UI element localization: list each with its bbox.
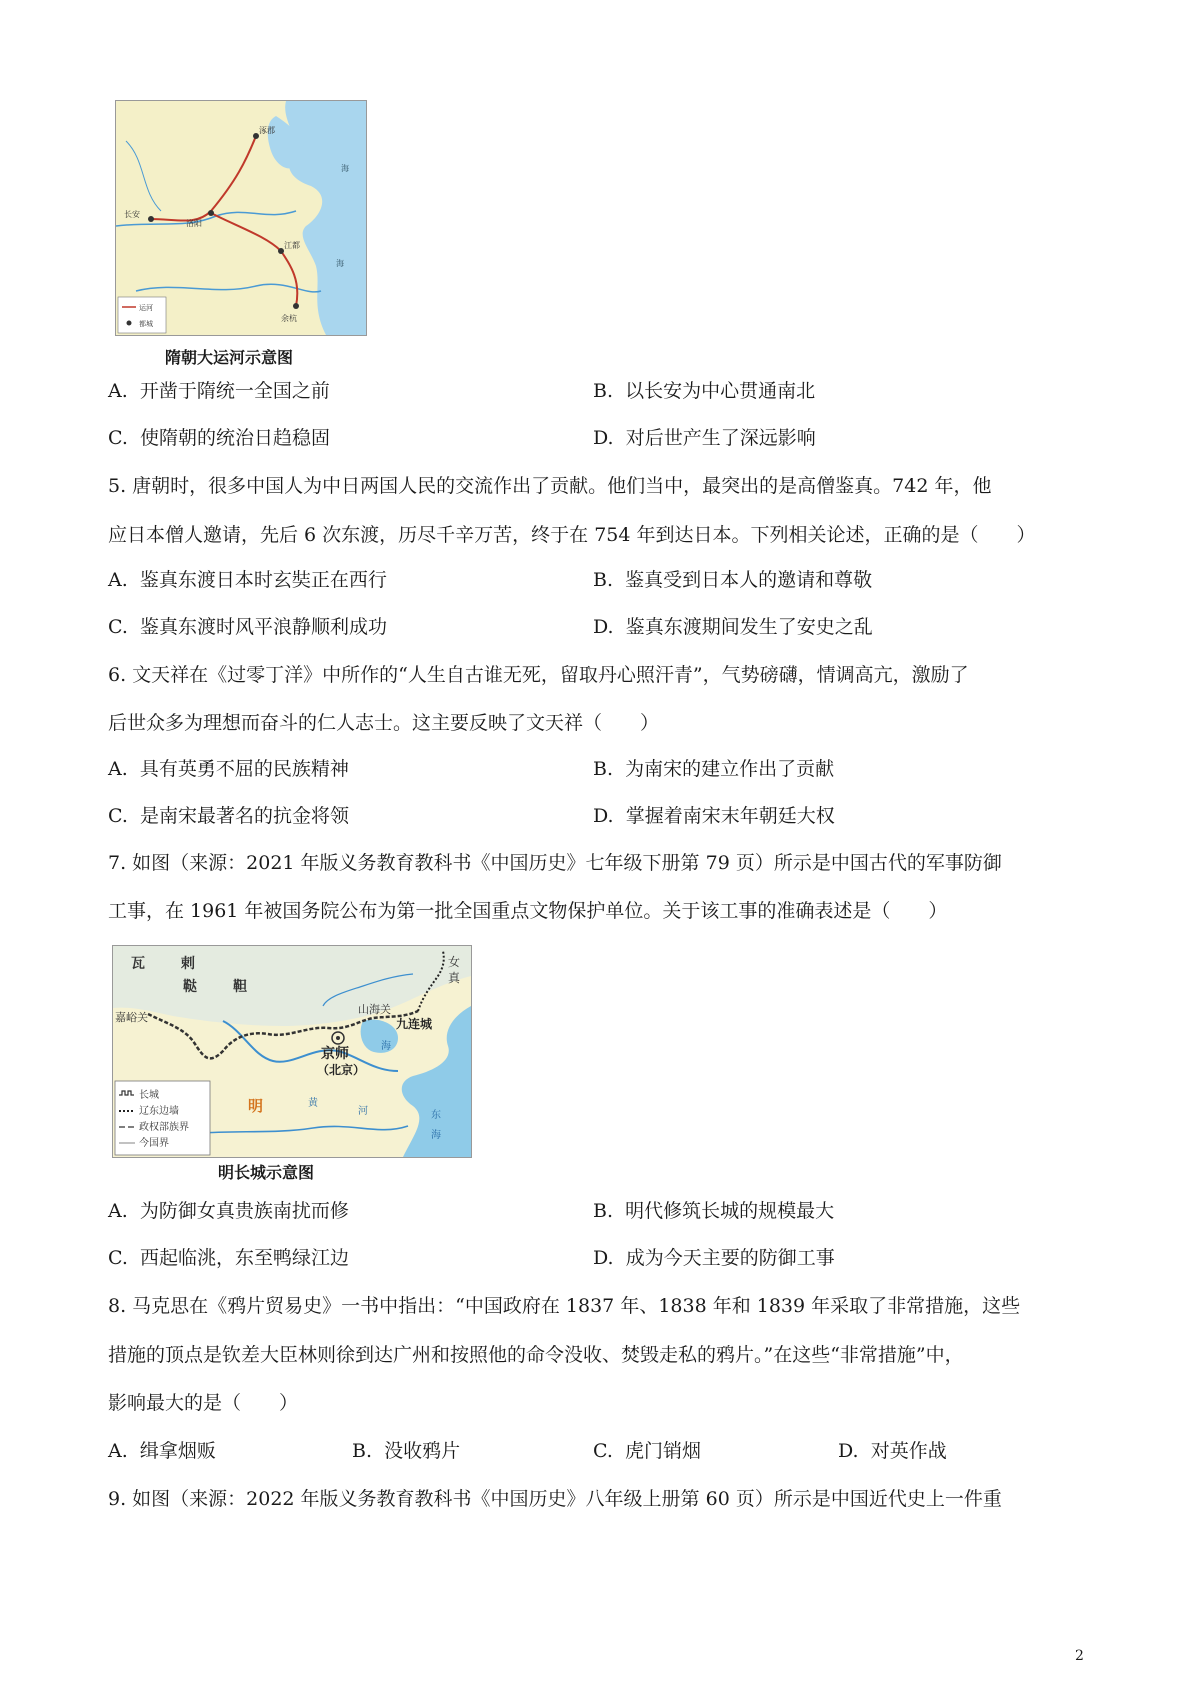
option-key: C. [108,616,128,638]
legend-liaodong-wall: 辽东边墙 [139,1106,179,1117]
option-key: D. [593,805,614,827]
option-text: 缉拿烟贩 [139,1440,216,1462]
map-label-huang: 黄 [308,1098,318,1109]
q6-stem-line-1: 6. 文天祥在《过零丁洋》中所作的“人生自古谁无死，留取丹心照汗青”，气势磅礴，情调高亢，激励了 [108,664,969,686]
option-text: 鉴真东渡时风平浪静顺利成功 [140,616,388,638]
q6-option-c[interactable] [108,803,349,829]
option-key: D. [838,1440,859,1462]
q5-option-d[interactable] [593,614,873,640]
map-label-da: 鞑 [183,979,197,995]
map-label-jiayuguan: 嘉峪关 [115,1011,148,1024]
option-key: D. [593,616,614,638]
option-text: 西起临洮，东至鸭绿江边 [140,1247,350,1269]
q8-stem-line-2: 措施的顶点是钦差大臣林则徐到达广州和按照他的命令没收、焚毁走私的鸦片。”在这些“非常措施”中， [108,1344,964,1366]
q6-option-a[interactable] [108,756,349,782]
map-label-jingshi: 京师 [321,1046,349,1062]
option-key: A. [108,380,128,402]
option-key: B. [593,380,614,402]
map-label-shanhaiguan: 山海关 [358,1003,391,1016]
option-text: 使隋朝的统治日趋稳固 [140,427,331,449]
map-label-he: 河 [358,1106,368,1117]
map-label-wa: 瓦 [131,956,145,972]
option-key: B. [593,1200,614,1222]
q7-option-c[interactable] [108,1245,349,1271]
q5-stem-line-1: 5. 唐朝时，很多中国人为中日两国人民的交流作出了贡献。他们当中，最突出的是高僧鉴真。742 年，他 [108,475,992,497]
option-text: 为南宋的建立作出了贡献 [625,758,835,780]
option-text: 明代修筑长城的规模最大 [625,1200,835,1222]
option-key: D. [593,1247,614,1269]
option-key: C. [593,1440,613,1462]
q6-option-b[interactable] [593,756,834,782]
option-text: 以长安为中心贯通南北 [625,380,816,402]
option-text: 对英作战 [870,1440,947,1462]
q8-option-a[interactable] [108,1438,216,1464]
q4-option-d[interactable] [593,425,816,451]
q8-option-b[interactable] [352,1438,460,1464]
option-text: 对后世产生了深远影响 [625,427,816,449]
q4-option-b[interactable] [593,378,815,404]
map-label-jiangdu: 江都 [284,241,300,250]
option-key: B. [352,1440,373,1462]
option-text: 具有英勇不屈的民族精神 [139,758,349,780]
q9-stem-line-1: 9. 如图（来源：2022 年版义务教育教科书《中国历史》八年级上册第 60 页）所示是中国近代史上一件重 [108,1488,1002,1510]
map-label-ming: 明 [248,1097,264,1115]
legend-capital: 都城 [139,320,153,328]
map-label-beijing: （北京） [317,1063,366,1077]
q5-stem-line-2: 应日本僧人邀请，先后 6 次东渡，历尽千辛万苦，终于在 754 年到达日本。下列相关论述，正确的是（ ） [108,524,1036,546]
option-text: 鉴真东渡日本时玄奘正在西行 [139,569,387,591]
legend-canal: 运河 [139,304,153,312]
q7-option-b[interactable] [593,1198,834,1224]
map-label-luoyang: 洛阳 [186,219,202,228]
map-label-la: 剌 [181,956,195,972]
page-number: 2 [1075,1648,1084,1664]
option-text: 鉴真东渡期间发生了安史之乱 [625,616,873,638]
q8-option-d[interactable] [838,1438,947,1464]
map-label-dong: 东 [431,1110,441,1121]
option-key: D. [593,427,614,449]
option-key: A. [108,1440,128,1462]
map-label-bohai-sea: 海 [381,1041,391,1052]
map-label-sea-1: 海 [341,164,349,173]
map-label-sea-2: 海 [336,259,344,268]
option-key: C. [108,1247,128,1269]
legend-regime-boundary: 政权部族界 [139,1122,189,1133]
option-text: 虎门销烟 [625,1440,702,1462]
q4-option-a[interactable] [108,378,330,404]
option-text: 掌握着南宋末年朝廷大权 [625,805,835,827]
option-key: B. [593,569,614,591]
map-label-yuhang: 余杭 [281,314,297,323]
legend-modern-border: 今国界 [139,1138,169,1149]
map-label-zhuojun: 涿郡 [259,126,275,135]
q8-option-c[interactable] [593,1438,701,1464]
legend-great-wall: 长城 [139,1090,159,1101]
map-label-jiuliancheng: 九连城 [396,1017,433,1031]
q6-stem-line-2: 后世众多为理想而奋斗的仁人志士。这主要反映了文天祥（ ） [108,712,660,734]
q7-stem-line-1: 7. 如图（来源：2021 年版义务教育教科书《中国历史》七年级下册第 79 页）所示是中国古代的军事防御 [108,852,1002,874]
sui-canal-map-drawing [116,101,366,335]
map-label-nv: 女 [448,955,461,969]
option-text: 鉴真受到日本人的邀请和尊敬 [625,569,873,591]
map-label-east-sea: 海 [431,1130,441,1141]
ming-great-wall-map [112,945,472,1158]
q5-option-c[interactable] [108,614,387,640]
option-key: B. [593,758,614,780]
q8-stem-line-1: 8. 马克思在《鸦片贸易史》一书中指出：“中国政府在 1837 年、1838 年和 1839 年采取了非常措施，这些 [108,1295,1021,1317]
option-text: 为防御女真贵族南扰而修 [139,1200,349,1222]
option-text: 成为今天主要的防御工事 [625,1247,835,1269]
map-label-zhen: 真 [448,971,461,985]
option-text: 是南宋最著名的抗金将领 [140,805,350,827]
ming-great-wall-map-caption: 明长城示意图 [218,1163,315,1182]
q7-stem-line-2: 工事，在 1961 年被国务院公布为第一批全国重点文物保护单位。关于该工事的准确表述是（ ） [108,900,948,922]
q6-option-d[interactable] [593,803,835,829]
option-key: A. [108,569,128,591]
q7-option-d[interactable] [593,1245,835,1271]
q8-stem-line-3: 影响最大的是（ ） [108,1392,299,1414]
option-key: C. [108,427,128,449]
option-text: 开凿于隋统一全国之前 [139,380,330,402]
q5-option-b[interactable] [593,567,872,593]
ming-great-wall-map-drawing [113,946,471,1157]
q5-option-a[interactable] [108,567,387,593]
option-key: C. [108,805,128,827]
option-text: 没收鸦片 [384,1440,461,1462]
map-label-changan: 长安 [124,210,140,219]
option-key: A. [108,1200,128,1222]
sui-canal-map-caption: 隋朝大运河示意图 [165,348,294,367]
option-key: A. [108,758,128,780]
map-label-dan: 靼 [233,979,247,995]
q7-option-a[interactable] [108,1198,349,1224]
sui-canal-map [115,100,367,336]
q4-option-c[interactable] [108,425,330,451]
